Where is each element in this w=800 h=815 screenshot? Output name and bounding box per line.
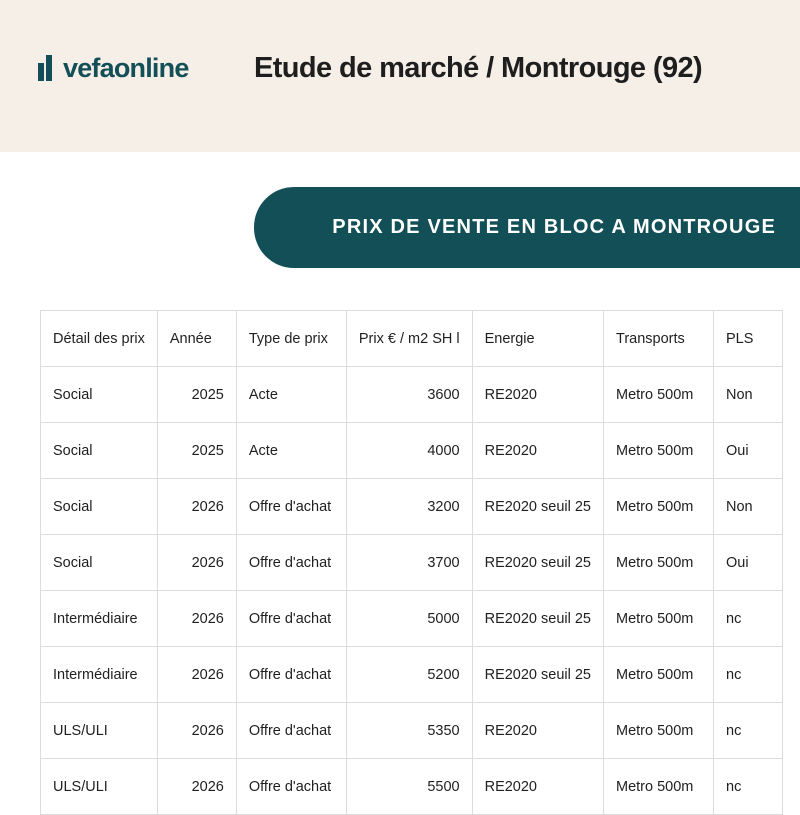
table-cell: 2025 bbox=[157, 423, 236, 479]
table-cell: 5350 bbox=[346, 703, 472, 759]
table-cell: Non bbox=[714, 367, 783, 423]
table-cell: Social bbox=[41, 367, 158, 423]
table-cell: 3600 bbox=[346, 367, 472, 423]
table-cell: 2026 bbox=[157, 759, 236, 815]
table-cell: Intermédiaire bbox=[41, 591, 158, 647]
table-cell: Social bbox=[41, 423, 158, 479]
table-cell: Social bbox=[41, 535, 158, 591]
table-cell: 5200 bbox=[346, 647, 472, 703]
table-row bbox=[41, 703, 783, 759]
table-cell: Metro 500m bbox=[604, 479, 714, 535]
table-cell: Metro 500m bbox=[604, 647, 714, 703]
section-title: PRIX DE VENTE EN BLOC A MONTROUGE bbox=[332, 216, 776, 238]
table-row bbox=[41, 759, 783, 815]
table-cell: 2026 bbox=[157, 479, 236, 535]
price-table bbox=[40, 310, 783, 815]
table-cell: RE2020 bbox=[472, 703, 603, 759]
table-cell: 2026 bbox=[157, 535, 236, 591]
table-cell: Offre d'achat bbox=[236, 759, 346, 815]
table-cell: Metro 500m bbox=[604, 367, 714, 423]
table-cell: Intermédiaire bbox=[41, 647, 158, 703]
table-cell: Offre d'achat bbox=[236, 703, 346, 759]
table-cell: nc bbox=[714, 759, 783, 815]
table-cell: 3200 bbox=[346, 479, 472, 535]
table-cell: 5000 bbox=[346, 591, 472, 647]
table-cell: Acte bbox=[236, 367, 346, 423]
table-row bbox=[41, 367, 783, 423]
table-row bbox=[41, 479, 783, 535]
logo-text: vefaonline bbox=[63, 53, 189, 83]
table-cell: 2025 bbox=[157, 367, 236, 423]
table-cell: Acte bbox=[236, 423, 346, 479]
table-cell: Offre d'achat bbox=[236, 479, 346, 535]
column-header: Energie bbox=[472, 311, 603, 367]
column-header: Prix € / m2 SH l bbox=[346, 311, 472, 367]
table-cell: 4000 bbox=[346, 423, 472, 479]
table-cell: Offre d'achat bbox=[236, 647, 346, 703]
column-header: PLS bbox=[714, 311, 783, 367]
table-cell: 2026 bbox=[157, 703, 236, 759]
table-cell: Social bbox=[41, 479, 158, 535]
table-cell: RE2020 bbox=[472, 367, 603, 423]
table-header-row bbox=[41, 311, 783, 367]
table-row bbox=[41, 647, 783, 703]
table-cell: Metro 500m bbox=[604, 703, 714, 759]
table-cell: 2026 bbox=[157, 591, 236, 647]
table-cell: Metro 500m bbox=[604, 591, 714, 647]
table-cell: nc bbox=[714, 647, 783, 703]
building-bars-icon bbox=[38, 55, 58, 81]
table-cell: RE2020 seuil 25 bbox=[472, 647, 603, 703]
table-cell: RE2020 seuil 25 bbox=[472, 591, 603, 647]
table-cell: nc bbox=[714, 591, 783, 647]
column-header: Transports bbox=[604, 311, 714, 367]
table-cell: Non bbox=[714, 479, 783, 535]
table-cell: RE2020 bbox=[472, 759, 603, 815]
header bbox=[0, 0, 800, 152]
table-cell: 3700 bbox=[346, 535, 472, 591]
table-cell: Metro 500m bbox=[604, 759, 714, 815]
table-cell: ULS/ULI bbox=[41, 759, 158, 815]
section-banner bbox=[254, 187, 800, 268]
table-cell: 5500 bbox=[346, 759, 472, 815]
page-title: Etude de marché / Montrouge (92) bbox=[254, 52, 703, 84]
table-cell: 2026 bbox=[157, 647, 236, 703]
table-cell: RE2020 seuil 25 bbox=[472, 479, 603, 535]
table-cell: RE2020 seuil 25 bbox=[472, 535, 603, 591]
table-cell: nc bbox=[714, 703, 783, 759]
table-cell: Metro 500m bbox=[604, 423, 714, 479]
table-row bbox=[41, 591, 783, 647]
column-header: Type de prix bbox=[236, 311, 346, 367]
table-row bbox=[41, 423, 783, 479]
table-cell: ULS/ULI bbox=[41, 703, 158, 759]
table-cell: Oui bbox=[714, 423, 783, 479]
table-cell: RE2020 bbox=[472, 423, 603, 479]
table-cell: Oui bbox=[714, 535, 783, 591]
logo[interactable] bbox=[38, 50, 189, 86]
column-header: Année bbox=[157, 311, 236, 367]
table-row bbox=[41, 535, 783, 591]
table-cell: Offre d'achat bbox=[236, 535, 346, 591]
table-cell: Offre d'achat bbox=[236, 591, 346, 647]
column-header: Détail des prix bbox=[41, 311, 158, 367]
table-cell: Metro 500m bbox=[604, 535, 714, 591]
